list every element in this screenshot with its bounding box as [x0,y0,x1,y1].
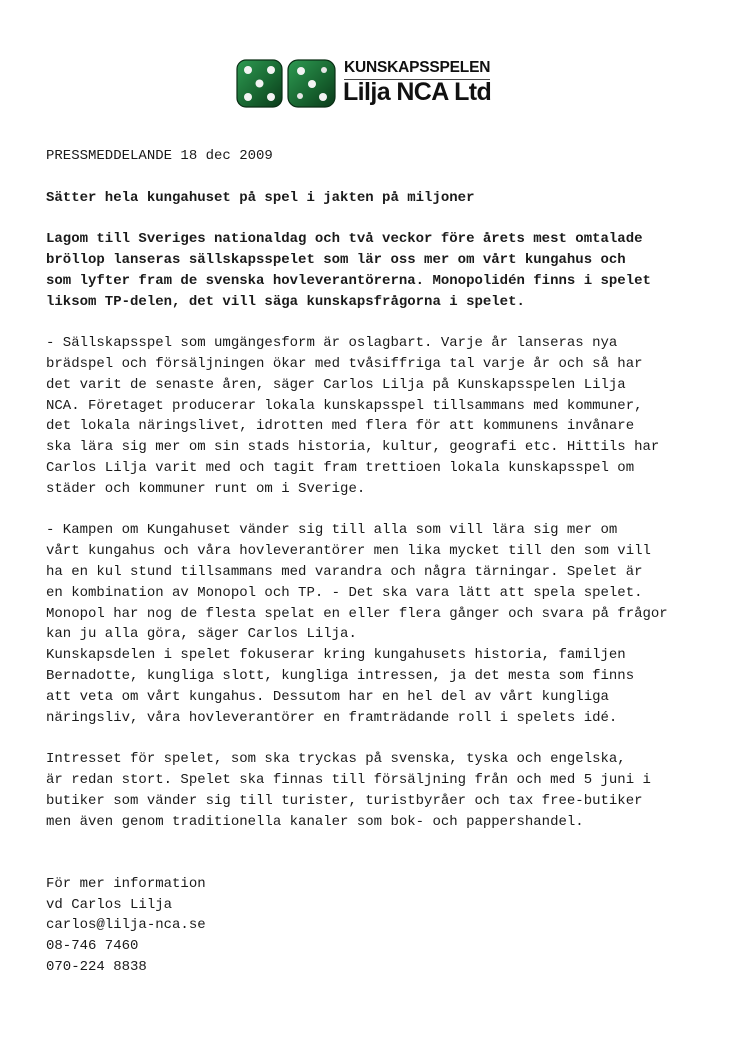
body-line: ha en kul stund tillsammans med varandra och några tärningar. Spelet är [46,563,643,580]
body-line: en kombination av Monopol och TP. - Det ska vara lätt att spela spelet. [46,584,643,601]
body-line: näringsliv, våra hovleverantörer en framträdande roll i spelets idé. [46,709,618,726]
dice-icon [236,58,340,110]
body-line: - Sällskapsspel som umgängesform är oslagbart. Varje år lanseras nya [46,335,618,352]
body-line: ska lära sig mer om sin stads historia, kultur, geografi etc. Hittils har [46,439,660,456]
body-line: NCA. Företaget producerar lokala kunskapsspel tillsammans med kommuner, [46,397,643,414]
body-line: Kunskapsdelen i spelet fokuserar kring kungahusets historia, familjen [46,647,626,664]
paragraph-2 [46,520,726,728]
contact-name: vd Carlos Lilja [46,896,173,913]
contact-mobile: 070-224 8838 [46,959,147,976]
body-line: men även genom traditionella kanaler som bok- och pappershandel. [46,813,584,830]
logo-brand-top: KUNSKAPSSPELEN [344,59,491,76]
contact-heading: För mer information [46,875,206,892]
body-line: är redan stort. Spelet ska finnas till försäljning från och med 5 juni i [46,771,651,788]
body-line: Monopol har nog de flesta spelat en eller flera gånger och svara på frågor [46,605,668,622]
die-left [237,60,282,107]
logo-brand-bottom: Lilja NCA Ltd [343,78,492,106]
body-line: brädspel och försäljningen ökar med tvåsiffriga tal varje år och så har [46,355,643,372]
body-line: - Kampen om Kungahuset vänder sig till alla som vill lära sig mer om [46,522,618,539]
die-right [288,60,335,107]
paragraph-3 [46,749,726,832]
body-line: det lokala näringslivet, idrotten med flera för att kommunens invånare [46,418,635,435]
contact-email[interactable]: carlos@lilja-nca.se [46,917,206,934]
lead-line: liksom TP-delen, det vill säga kunskapsfrågorna i spelet. [46,293,525,310]
press-release-body [46,146,726,978]
body-line: Intresset för spelet, som ska tryckas på svenska, tyska och engelska, [46,751,626,768]
lead-line: som lyfter fram de svenska hovleverantörerna. Monopolidén finns i spelet [46,272,651,289]
body-line: Bernadotte, kungliga slott, kungliga intressen, ja det mesta som finns [46,667,635,684]
body-line: Carlos Lilja varit med och tagit fram trettioen lokala kunskapsspel om [46,459,635,476]
body-line: kan ju alla göra, säger Carlos Lilja. [46,626,357,643]
body-line: att veta om vårt kungahus. Dessutom har en hel del av vårt kungliga [46,688,609,705]
lead-line: bröllop lanseras sällskapsspelet som lär oss mer om vårt kungahus och [46,251,626,268]
company-logo [236,58,496,110]
contact-block [46,874,726,978]
lead-paragraph [46,229,726,312]
dateline: PRESSMEDDELANDE 18 dec 2009 [46,148,273,164]
lead-line: Lagom till Sveriges nationaldag och två veckor före årets mest omtalade [46,231,643,248]
headline: Sätter hela kungahuset på spel i jakten på miljoner [46,189,475,206]
body-line: butiker som vänder sig till turister, turistbyråer och tax free-butiker [46,792,643,809]
paragraph-1 [46,333,726,499]
body-line: det varit de senaste åren, säger Carlos Lilja på Kunskapsspelen Lilja [46,376,626,393]
body-line: städer och kommuner runt om i Sverige. [46,480,366,497]
body-line: vårt kungahus och våra hovleverantörer men lika mycket till den som vill [46,543,651,560]
contact-phone: 08-746 7460 [46,938,139,955]
